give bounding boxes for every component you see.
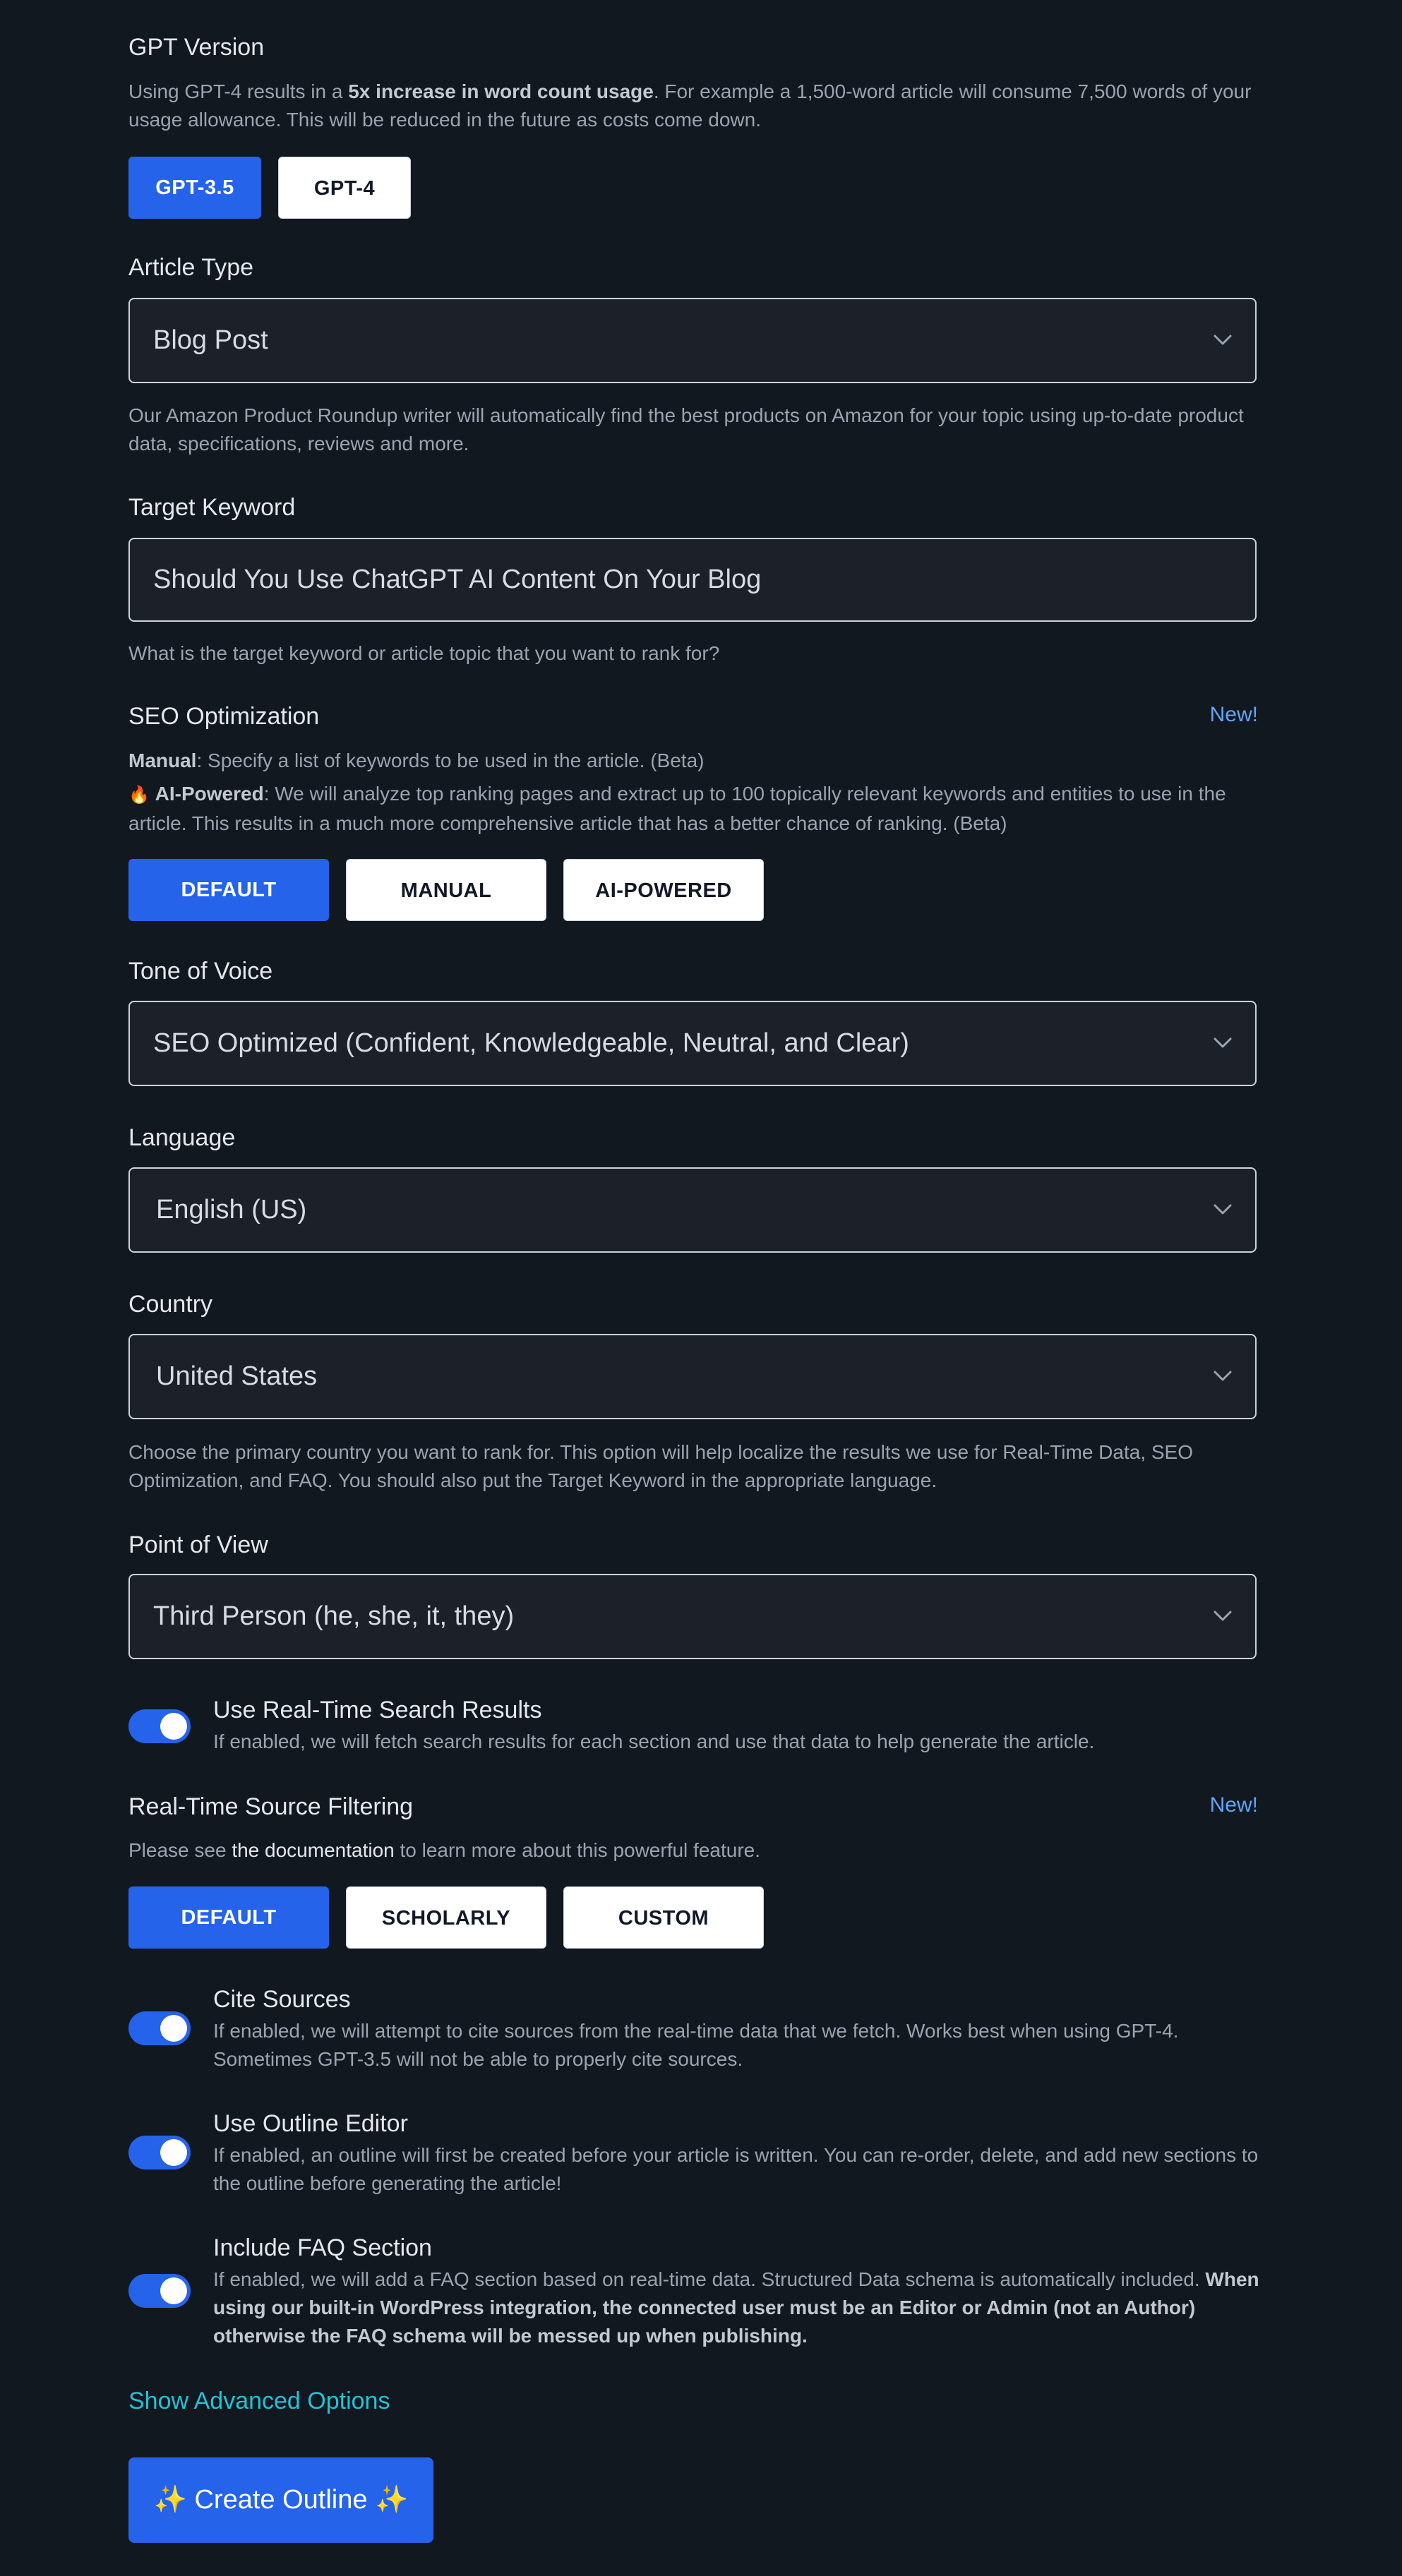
seo-ai-help: 🔥 AI-Powered: We will analyze top ranking pages and extract up to 100 topically relevant keywords and entities to use in the article. This results in a much more comprehensive article that has a better chance of ranking. (Beta) — [128, 783, 1226, 834]
tone-of-voice-label: Tone of Voice — [128, 958, 273, 985]
realtime-search-toggle[interactable] — [128, 1709, 191, 1743]
article-type-value: Blog Post — [153, 325, 268, 355]
documentation-link[interactable]: the documentation — [232, 1839, 395, 1861]
chevron-down-icon — [1211, 1032, 1234, 1054]
seo-optimization-label: SEO Optimization — [128, 703, 320, 730]
article-type-select[interactable] — [128, 298, 1257, 383]
country-select[interactable] — [128, 1334, 1257, 1419]
chevron-down-icon — [1211, 329, 1234, 351]
country-value: United States — [156, 1361, 318, 1391]
realtime-search-desc: If enabled, we will fetch search results for each section and use that data to help generate the article. — [213, 1731, 1095, 1752]
gpt-version-help: Using GPT-4 results in a 5x increase in word count usage. For example a 1,500-word article will consume 7,500 words of your usage allowance. This will be reduced in the future as costs come down. — [128, 80, 1252, 131]
country-help: Choose the primary country you want to rank for. This option will help localize the results we use for Real-Time Data, SEO Optimization, and FAQ. You should also put the Target Keyword in the appropriate language. — [128, 1441, 1194, 1491]
cite-sources-toggle[interactable] — [128, 2011, 191, 2045]
filter-scholarly-button[interactable]: SCHOLARLY — [346, 1886, 546, 1949]
toggle-knob — [160, 2139, 187, 2166]
toggle-knob — [160, 1713, 187, 1740]
outline-editor-title: Use Outline Editor — [213, 2110, 408, 2137]
faq-section-title: Include FAQ Section — [213, 2234, 432, 2261]
seo-default-button[interactable]: DEFAULT — [128, 859, 329, 921]
seo-new-badge: New! — [1209, 703, 1258, 726]
outline-editor-toggle[interactable] — [128, 2136, 191, 2169]
gpt-4-button[interactable]: GPT-4 — [278, 157, 411, 219]
language-value: English (US) — [156, 1195, 307, 1224]
target-keyword-value: Should You Use ChatGPT AI Content On Your Blog — [153, 565, 762, 594]
chevron-down-icon — [1211, 1605, 1234, 1627]
gpt-version-label: GPT Version — [128, 34, 265, 61]
point-of-view-select[interactable] — [128, 1574, 1257, 1659]
tone-of-voice-select[interactable] — [128, 1001, 1257, 1086]
gpt-3-5-button[interactable]: GPT-3.5 — [128, 157, 261, 219]
toggle-knob — [160, 2015, 187, 2042]
language-label: Language — [128, 1124, 236, 1151]
toggle-knob — [160, 2277, 187, 2304]
realtime-search-title: Use Real-Time Search Results — [213, 1697, 542, 1723]
seo-manual-button[interactable]: MANUAL — [346, 859, 546, 921]
target-keyword-help: What is the target keyword or article topic that you want to rank for? — [128, 642, 720, 664]
target-keyword-input[interactable] — [128, 538, 1257, 622]
language-select[interactable] — [128, 1167, 1257, 1253]
target-keyword-label: Target Keyword — [128, 494, 296, 521]
chevron-down-icon — [1211, 1198, 1234, 1221]
point-of-view-value: Third Person (he, she, it, they) — [153, 1601, 515, 1631]
chevron-down-icon — [1211, 1365, 1234, 1388]
filter-default-button[interactable]: DEFAULT — [128, 1886, 329, 1949]
source-filtering-new-badge: New! — [1209, 1793, 1258, 1817]
source-filtering-label: Real-Time Source Filtering — [128, 1793, 414, 1820]
article-type-label: Article Type — [128, 254, 254, 281]
create-outline-button[interactable]: ✨ Create Outline ✨ — [128, 2457, 433, 2543]
show-advanced-options-link[interactable]: Show Advanced Options — [128, 2388, 390, 2414]
source-filtering-help: Please see the documentation to learn more about this powerful feature. — [128, 1839, 761, 1861]
outline-editor-desc: If enabled, an outline will first be created before your article is written. You can re-order, delete, and add new sections to the outline before generating the article! — [213, 2144, 1259, 2194]
article-type-help: Our Amazon Product Roundup writer will automatically find the best products on Amazon for your topic using up-to-date product data, specifications, reviews and more. — [128, 404, 1244, 455]
country-label: Country — [128, 1291, 213, 1318]
tone-of-voice-value: SEO Optimized (Confident, Knowledgeable, Neutral, and Clear) — [153, 1028, 909, 1058]
faq-section-toggle[interactable] — [128, 2274, 191, 2308]
cite-sources-desc: If enabled, we will attempt to cite sources from the real-time data that we fetch. Works best when using GPT-4. Sometimes GPT-3.5 will not be able to properly cite sources. — [213, 2020, 1179, 2070]
seo-manual-help: Manual: Specify a list of keywords to be used in the article. (Beta) — [128, 750, 705, 771]
point-of-view-label: Point of View — [128, 1531, 268, 1558]
filter-custom-button[interactable]: CUSTOM — [563, 1886, 764, 1949]
cite-sources-title: Cite Sources — [213, 1986, 351, 2013]
faq-section-desc: If enabled, we will add a FAQ section based on real-time data. Structured Data schema is automatically included. When using our built-in WordPress integration, the connected user must be an Editor or Admin (not an Author) otherwise the FAQ schema will be messed up when publishing. — [213, 2268, 1259, 2347]
fire-icon: 🔥 — [128, 786, 150, 805]
seo-ai-powered-button[interactable]: AI-POWERED — [563, 859, 764, 921]
